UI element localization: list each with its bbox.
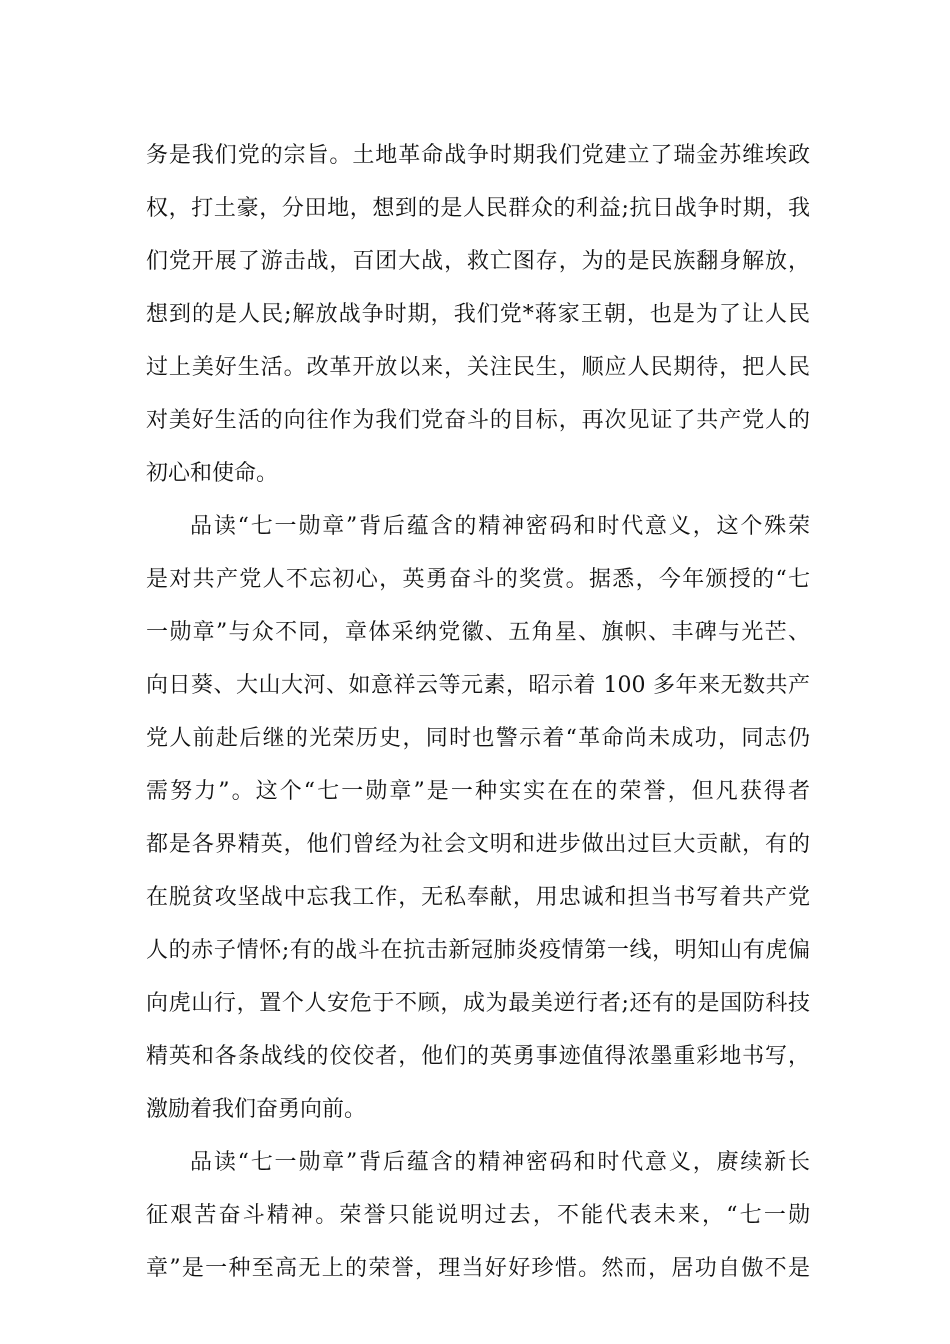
text-line: 权，打土豪，分田地，想到的是人民群众的利益;抗日战争时期，我 bbox=[146, 196, 810, 221]
paragraph bbox=[146, 1136, 810, 1295]
text-line: 一勋章”与众不同，章体采纳党徽、五角星、旗帜、丰碑与光芒、 bbox=[146, 620, 810, 645]
text-line: 过上美好生活。改革开放以来，关注民生，顺应人民期待，把人民 bbox=[146, 355, 810, 380]
text-line: 在脱贫攻坚战中忘我工作，无私奉献，用忠诚和担当书写着共产党 bbox=[146, 885, 810, 910]
text-line: 品读“七一勋章”背后蕴含的精神密码和时代意义，这个殊荣 bbox=[190, 514, 810, 539]
text-line: 需努力”。这个“七一勋章”是一种实实在在的荣誉，但凡获得者 bbox=[146, 779, 810, 804]
text-line: 想到的是人民;解放战争时期，我们党*蒋家王朝，也是为了让人民 bbox=[146, 302, 810, 327]
text-line: 们党开展了游击战，百团大战，救亡图存，为的是民族翻身解放， bbox=[146, 249, 810, 274]
text-line: 是对共产党人不忘初心，英勇奋斗的奖赏。据悉，今年颁授的“七 bbox=[146, 567, 810, 592]
text-line: 章”是一种至高无上的荣誉，理当好好珍惜。然而，居功自傲不是 bbox=[146, 1256, 810, 1281]
text-line: 向日葵、大山大河、如意祥云等元素，昭示着 100 多年来无数共产 bbox=[146, 673, 810, 698]
text-line: 精英和各条战线的佼佼者，他们的英勇事迹值得浓墨重彩地书写， bbox=[146, 1044, 810, 1069]
text-line: 都是各界精英，他们曾经为社会文明和进步做出过巨大贡献，有的 bbox=[146, 832, 810, 857]
text-line: 初心和使命。 bbox=[146, 461, 279, 486]
document-body bbox=[146, 129, 810, 1295]
paragraph bbox=[146, 500, 810, 1136]
text-line: 对美好生活的向往作为我们党奋斗的目标，再次见证了共产党人的 bbox=[146, 408, 810, 433]
text-line: 向虎山行，置个人安危于不顾，成为最美逆行者;还有的是国防科技 bbox=[146, 991, 810, 1016]
text-line: 党人前赴后继的光荣历史，同时也警示着“革命尚未成功，同志仍 bbox=[146, 726, 810, 751]
text-line: 品读“七一勋章”背后蕴含的精神密码和时代意义，赓续新长 bbox=[190, 1150, 810, 1175]
text-line: 人的赤子情怀;有的战斗在抗击新冠肺炎疫情第一线，明知山有虎偏 bbox=[146, 938, 810, 963]
text-line: 激励着我们奋勇向前。 bbox=[146, 1097, 367, 1122]
text-line: 征艰苦奋斗精神。荣誉只能说明过去，不能代表未来，“七一勋 bbox=[146, 1203, 810, 1228]
text-line: 务是我们党的宗旨。土地革命战争时期我们党建立了瑞金苏维埃政 bbox=[146, 143, 810, 168]
paragraph bbox=[146, 129, 810, 500]
